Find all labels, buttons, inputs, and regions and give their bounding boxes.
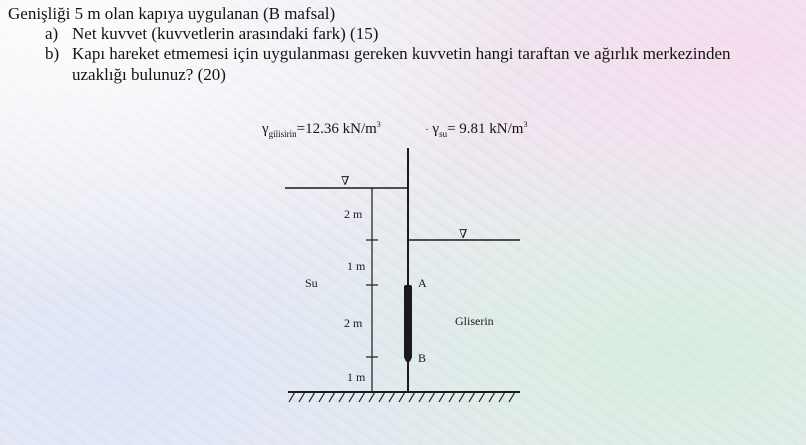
left-fluid-label: Su <box>305 276 318 290</box>
gamma-gliserin: $\gamma_{gilisirin}=12.36$ $kN/m^3$ <box>262 120 381 139</box>
question-b-text-line1: Kapı hareket etmemesi için uygulanması gereken kuvvetin hangi taraftan ve ağırlık merkezinden <box>72 44 731 63</box>
question-a-label: a) <box>45 24 59 43</box>
hinge-b <box>405 356 411 362</box>
question-b-label: b) <box>45 44 60 63</box>
dim-label-3: 2 m <box>344 316 363 330</box>
right-fluid-label: Gliserin <box>455 314 494 328</box>
problem-title: Genişliği 5 m olan kapıya uygulanan (B mafsal) <box>8 4 336 23</box>
right-surface-symbol: ∇ <box>459 227 468 241</box>
dim-label-1: 2 m <box>344 207 363 221</box>
gamma-su: · $\gamma_{su}= 9.81$ $kN/m^3$ <box>425 120 528 139</box>
dim-label-4: 1 m <box>347 370 366 384</box>
dim-label-2: 1 m <box>347 259 366 273</box>
left-surface-symbol: ∇ <box>341 174 350 188</box>
point-b-label: B <box>418 351 427 365</box>
point-a-label: A <box>418 276 427 290</box>
ground-hatching <box>289 392 515 402</box>
question-a-text: Net kuvvet (kuvvetlerin arasındaki fark) (15) <box>72 24 379 43</box>
question-b-text-line2: uzaklığı bulunuz? (20) <box>72 65 226 84</box>
gate-ab <box>404 285 412 359</box>
